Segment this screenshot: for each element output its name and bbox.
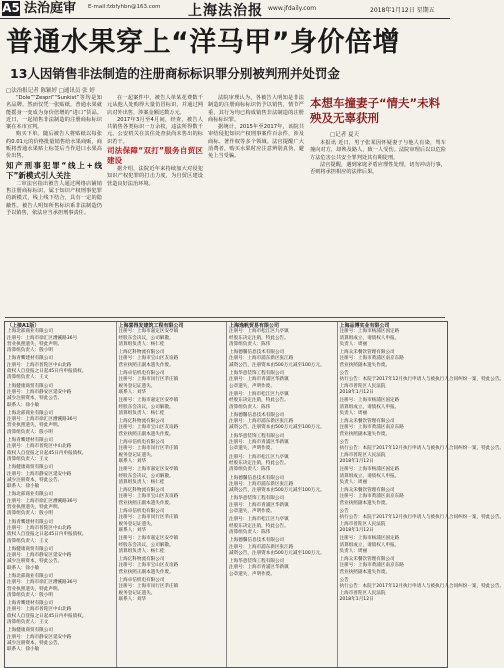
notice-item xyxy=(339,509,504,534)
notice-item xyxy=(229,538,335,557)
notice-line: 上海北部商业有限公司 xyxy=(7,329,53,335)
paragraph: 2017年3月至4月间，经查，被告人共销售各类标识一万余枚，违法所得数千元。公安机关在其住处查获尚未售出的标识若干。 xyxy=(107,116,203,145)
notice-line: 注册号：上海市宝山区友谊路 xyxy=(118,425,179,431)
notice-line: 注册号：上海市嘉定区安亭镇 xyxy=(118,467,179,473)
section-subtitle: 司法保障“双打”服务自贸区建设 xyxy=(107,146,203,166)
notice-line: 清算组成立，请债权人申报。 xyxy=(339,335,400,341)
notice-line: 营业执照遗失，特此声明。 xyxy=(7,423,63,429)
notice-item xyxy=(119,536,225,555)
notice-line: 注册号：上海市宝山区友谊路 xyxy=(118,494,179,500)
notice-line: 负责人：周丽 xyxy=(339,548,368,554)
notice-line: 清算组负责人：殷小明 xyxy=(7,348,53,354)
paragraph: 据介绍，法院近年来持续加大对侵犯知识产权犯罪的打击力度，为自贸区建设营造良好法治环境。 xyxy=(107,166,203,187)
notice-item xyxy=(7,492,114,517)
notice-line: 公章遗失，声明作废。 xyxy=(229,571,275,577)
notice-line: 上海德馨信息技术有限公司 xyxy=(229,475,285,481)
notice-line: 上海健康商贸有限公司 xyxy=(7,383,53,389)
notice-column xyxy=(5,322,116,667)
notice-line: 清算组负责人：王文 xyxy=(7,375,49,381)
notice-line: 营业执照遗失，特此声明。 xyxy=(7,341,63,347)
notice-item xyxy=(229,496,335,515)
article-column-2 xyxy=(107,95,203,313)
notice-item xyxy=(7,547,114,572)
notice-line: 注册号：上海市普陀区中山北路 xyxy=(7,525,72,531)
notice-line: 上海亿科物流有限公司 xyxy=(118,419,165,425)
notice-item xyxy=(229,455,335,474)
notice-line: 上海市普陀区人民法院 xyxy=(339,452,386,458)
notice-item xyxy=(7,601,114,626)
notice-line: 注册号：上海市杨浦区国定路 xyxy=(339,536,400,542)
side-story-title: 本想车撞妻子“情夫”未料殃及无辜获刑 xyxy=(310,96,441,125)
notice-line: 注册号：上海市闵行区莘庄镇 xyxy=(118,446,179,452)
notice-line: 经股东会决议，公司解散。 xyxy=(118,542,174,548)
notice-line: 上海健康商贸有限公司 xyxy=(7,546,53,552)
notice-item xyxy=(7,438,114,463)
notice-item xyxy=(339,371,504,396)
notice-item xyxy=(119,578,225,603)
notice-line: 清算组成立，请债权人申报。 xyxy=(339,404,400,410)
notice-line: 清算组负责人：杨仁桂 xyxy=(118,341,165,347)
notice-line: 注册号：上海市宝山区友谊路 xyxy=(118,356,179,362)
notice-line: 执行公告：本院于2017年12月执行申请人与被执行人合同纠纷一案，特此公告。 xyxy=(339,377,504,383)
paragraph: 在一起案件中，被告人单某花费数千元从他人处购得大量仿冒标识，并通过网店对外出售，涉案金额达数万元。 xyxy=(107,95,203,116)
notice-line: 联系人：徐小敏 xyxy=(7,484,40,490)
notice-line: 注册号：上海市普陀区中山北路 xyxy=(7,362,72,368)
notice-line: 营业执照副本遗失作废。 xyxy=(339,431,391,437)
notice-line: 营业执照副本遗失作废。 xyxy=(339,362,391,368)
notice-line: 上海北部商业有限公司 xyxy=(7,573,53,579)
notice-item xyxy=(340,419,446,438)
notice-line: 债权人自登报之日起45日内申报债权。 xyxy=(7,369,87,375)
notice-line: 债权人自登报之日起45日内申报债权。 xyxy=(7,532,87,538)
notice-line: 上海青鹰建材有限公司 xyxy=(7,601,53,607)
notice-item xyxy=(119,557,225,576)
notice-line: 注册号：上海市杨浦区国定路 xyxy=(339,398,400,404)
notice-line: 经股东决定注销，特此公告。 xyxy=(229,523,289,529)
notice-line: 注册号：上海市嘉定区安亭镇 xyxy=(118,329,179,335)
notice-line: 减资公告，注册资本由500万元减至100万元。 xyxy=(229,425,325,431)
notice-line: 注册号：上海市徐汇区漕溪路36号 xyxy=(7,335,78,341)
notice-line: 执行公告：本院于2017年12月执行申请人与被执行人合同纠纷一案，特此公告。 xyxy=(339,515,504,521)
notice-item xyxy=(229,329,335,348)
notice-line: 上海卓信机电有限公司 xyxy=(118,371,165,377)
notice-line: 税务登记证遗失。 xyxy=(118,521,156,527)
notice-line: 减少注册资本，特此公告。 xyxy=(7,396,63,402)
notice-line: 上海华意装饰工程有限公司 xyxy=(229,433,285,439)
notice-line: 上海众禾餐饮管理有限公司 xyxy=(339,557,395,563)
notice-item xyxy=(340,398,446,417)
notice-line: 上海德馨信息技术有限公司 xyxy=(229,350,285,356)
notice-item xyxy=(119,467,225,486)
notice-heading: （上接A1版） xyxy=(7,323,40,329)
notice-line: 经股东决定注销，特此公告。 xyxy=(229,335,289,341)
notice-line: 上海众禾餐饮管理有限公司 xyxy=(339,350,395,356)
notice-line: 注册号：上海市黄浦区南京东路 xyxy=(339,563,404,569)
notice-item xyxy=(7,628,114,653)
notice-line: 上海卓信机电有限公司 xyxy=(118,509,165,515)
notice-line: 清算组负责人：王文 xyxy=(7,538,49,544)
notice-line: 上海德馨信息技术有限公司 xyxy=(229,538,285,544)
notice-line: 联系人：徐小敏 xyxy=(7,402,40,408)
notice-line: 联系人：徐小敏 xyxy=(7,647,40,653)
notice-heading: 上海喜得发建筑工程有限公司 xyxy=(118,323,184,329)
notice-item xyxy=(229,434,335,453)
notice-line: 清算组成立，请债权人申报。 xyxy=(339,473,400,479)
notice-line: 注册号：上海市徐汇区漕溪路36号 xyxy=(7,498,78,504)
notice-line: 注册号：上海市嘉定区安亭镇 xyxy=(118,398,179,404)
notice-line: 注册号：上海市松江区九亭镇 xyxy=(229,329,289,335)
notice-line: 注册号：上海市青浦区华新镇 xyxy=(229,502,289,508)
notice-item xyxy=(340,350,446,369)
notice-line: 2018年1月12日 xyxy=(339,527,374,533)
notice-line: 注册号：上海市闵行区莘庄镇 xyxy=(118,515,179,521)
notice-line: 经股东会决议，公司解散。 xyxy=(118,473,174,479)
notice-line: 上海华意装饰工程有限公司 xyxy=(229,371,285,377)
notice-line: 注册号：上海市青浦区华新镇 xyxy=(229,440,289,446)
notice-line: 注册号：上海市浦东新区张江路 xyxy=(229,356,294,362)
notice-item xyxy=(119,488,225,507)
paragraph: 本报讯 近日，男子张某因怀疑妻子与他人有染，驾车撞向对方，却殃及路人，致一人受伤。法院审理后以以危险方法危害公共安全罪判处其有期徒刑。 xyxy=(310,140,446,161)
notice-line: 清算组负责人：殷小明 xyxy=(7,511,53,517)
paragraph: 法院审理认为，各被告人明知是非法制造的注册商标标识仍予以销售，情节严重，其行为均已构成销售非法制造的注册商标标识罪。 xyxy=(208,95,304,123)
notice-line: 注册号：上海市松江区九亭镇 xyxy=(229,517,289,523)
notice-line: 注册号：上海市闵行区莘庄镇 xyxy=(118,377,179,383)
notice-line: 注册号：上海市闵行区莘庄镇 xyxy=(118,584,179,590)
notice-line: 上海亿科物流有限公司 xyxy=(118,488,165,494)
notice-line: 负责人：周丽 xyxy=(339,410,368,416)
article-column-3 xyxy=(208,95,304,313)
paragraph: 法官提醒，遇到家庭矛盾应理性处理，切勿冲动行事，否则将承担相应的法律后果。 xyxy=(310,161,446,176)
notice-line: 清算组负责人：杨仁桂 xyxy=(118,410,165,416)
notice-line: 上海华意装饰工程有限公司 xyxy=(229,496,285,502)
notice-line: 注册号：上海市嘉定区安亭镇 xyxy=(118,536,179,542)
notice-line: 清算组负责人：殷小明 xyxy=(7,592,53,598)
main-headline: 普通水果穿上“洋马甲”身价倍增 xyxy=(6,27,400,58)
notice-line: 营业执照遗失，特此声明。 xyxy=(7,586,63,592)
notice-heading: 上海品博实业有限公司 xyxy=(339,323,390,329)
notice-item xyxy=(340,329,446,348)
notice-line: 公章遗失，声明作废。 xyxy=(229,446,275,452)
notice-line: 减少注册资本，特此公告。 xyxy=(7,640,63,646)
notice-item xyxy=(119,350,225,369)
notice-line: 经股东决定注销，特此公告。 xyxy=(229,398,289,404)
notice-line: 上海亿科物流有限公司 xyxy=(118,557,165,563)
notice-item xyxy=(229,476,335,495)
notice-line: 公告 xyxy=(339,440,349,446)
notice-line: 注册号：上海市松江区九亭镇 xyxy=(229,391,289,397)
notice-line: 公告 xyxy=(339,577,349,583)
notice-line: 税务登记证遗失。 xyxy=(118,590,156,596)
notice-line: 税务登记证遗失。 xyxy=(118,452,156,458)
notice-line: 营业执照遗失，特此声明。 xyxy=(7,505,63,511)
notice-line: 清算组负责人：王文 xyxy=(7,620,49,626)
notice-line: 上海卓信机电有限公司 xyxy=(118,440,165,446)
paragraph: “Dole”“Zespri”“Sunkist”等均是知名品牌。然而仅凭一张贴纸，普通水果就能摇身一变成为身价倍增的“进口”货品。近日，一起销售非法制造的注册商标标识案在本市宣判。 xyxy=(6,95,102,131)
notice-line: 注册号：上海市静安区延安中路 xyxy=(7,634,72,640)
notice-item xyxy=(340,536,446,555)
notice-line: 债权人自登报之日起45日内申报债权。 xyxy=(7,613,87,619)
notice-line: 上海华意装饰工程有限公司 xyxy=(229,559,285,565)
section-divider xyxy=(5,317,445,318)
notice-heading: 上海逸帆贸易有限公司 xyxy=(229,323,280,329)
notice-line: 注册号：上海市浦东新区张江路 xyxy=(229,544,294,550)
notice-item xyxy=(7,465,114,490)
notice-line: 注册号：上海市浦东新区张江路 xyxy=(229,481,294,487)
notice-line: 注册号：上海市杨浦区国定路 xyxy=(339,329,400,335)
website-link[interactable]: www.jfdaily.com xyxy=(268,5,317,12)
notice-item xyxy=(229,559,335,578)
editor-email[interactable]: E-mail:fzbfyhbn@163.com xyxy=(88,4,161,10)
notice-line: 公章遗失，声明作废。 xyxy=(229,509,275,515)
notice-column xyxy=(337,322,504,667)
notice-item xyxy=(340,557,446,576)
notice-item xyxy=(119,509,225,534)
notice-line: 上海亿科物流有限公司 xyxy=(118,350,165,356)
notice-item xyxy=(119,440,225,465)
notice-line: 注册号：上海市松江区九亭镇 xyxy=(229,454,289,460)
notice-line: 注册号：上海市普陀区中山北路 xyxy=(7,444,72,450)
notice-line: 上海卓信机电有限公司 xyxy=(118,577,165,583)
notice-line: 联系人：刘华 xyxy=(118,389,147,395)
notice-line: 营业执照正副本遗失作废。 xyxy=(118,431,174,437)
notice-line: 2018年1月12日 xyxy=(339,596,374,602)
notice-line: 2018年1月12日 xyxy=(339,389,374,395)
notice-line: 清算组负责人：陈伟 xyxy=(229,467,271,473)
notice-line: 上海健康商贸有限公司 xyxy=(7,628,53,634)
notice-line: 上海市普陀区人民法院 xyxy=(339,590,386,596)
notice-line: 经股东决定注销，特此公告。 xyxy=(229,460,289,466)
notice-line: 注册号：上海市静安区延安中路 xyxy=(7,389,72,395)
notice-item xyxy=(7,411,114,436)
notice-item xyxy=(229,350,335,369)
notice-line: 上海青鹰建材有限公司 xyxy=(7,438,53,444)
notice-line: 上海青鹰建材有限公司 xyxy=(7,356,53,362)
notice-item xyxy=(229,517,335,536)
notice-item xyxy=(229,371,335,390)
notice-item xyxy=(7,356,114,381)
notice-line: 注册号：上海市黄浦区南京东路 xyxy=(339,356,404,362)
notice-line: 减资公告，注册资本由500万元减至100万元。 xyxy=(229,550,325,556)
sub-headline: 13人因销售非法制造的注册商标标识罪分别被判刑并处罚金 xyxy=(10,66,340,81)
side-story-byline: □记者 夏天 xyxy=(330,132,359,138)
notice-item xyxy=(119,398,225,417)
notice-line: 清算组负责人：陈伟 xyxy=(229,404,271,410)
notice-item xyxy=(339,440,504,465)
notice-line: 营业执照正副本遗失作废。 xyxy=(118,500,174,506)
notice-line: 减少注册资本，特此公告。 xyxy=(7,477,63,483)
section-title: 法治庭审 xyxy=(24,1,77,16)
notice-line: 注册号：上海市黄浦区南京东路 xyxy=(339,494,404,500)
notice-item xyxy=(119,371,225,396)
paragraph: 购买下单。随后被告人将贴纸以每张约0.01元的价格批量销售给水果商贩，商贩将普通水果贴上标签后当作进口水果高价出售。 xyxy=(6,131,102,160)
notice-line: 经股东会决议，公司解散。 xyxy=(118,404,174,410)
notice-line: 注册号：上海市杨浦区国定路 xyxy=(339,467,400,473)
notice-item xyxy=(119,329,225,348)
notice-line: 注册号：上海市静安区延安中路 xyxy=(7,553,72,559)
notice-line: 注册号：上海市青浦区华新镇 xyxy=(229,565,289,571)
notice-line: 公章遗失，声明作废。 xyxy=(229,383,275,389)
notice-line: 上海市普陀区人民法院 xyxy=(339,521,386,527)
notice-line: 负责人：周丽 xyxy=(339,341,368,347)
notice-line: 公告 xyxy=(339,371,349,377)
notice-line: 联系人：徐小敏 xyxy=(7,565,40,571)
notice-line: 上海德馨信息技术有限公司 xyxy=(229,412,285,418)
notice-line: 营业执照副本遗失作废。 xyxy=(339,500,391,506)
notice-line: 税务登记证遗失。 xyxy=(118,383,156,389)
notice-line: 清算组负责人：殷小明 xyxy=(7,429,53,435)
notice-line: 上海众禾餐饮管理有限公司 xyxy=(339,488,395,494)
notice-line: 注册号：上海市普陀区中山北路 xyxy=(7,607,72,613)
notice-line: 执行公告：本院于2017年12月执行申请人与被执行人合同纠纷一案，特此公告。 xyxy=(339,584,504,590)
notice-line: 减资公告，注册资本由500万元减至100万元。 xyxy=(229,488,325,494)
notice-line: 上海北部商业有限公司 xyxy=(7,410,53,416)
notice-line: 注册号：上海市青浦区华新镇 xyxy=(229,377,289,383)
notice-item xyxy=(7,384,114,409)
page-number: A5 xyxy=(2,1,20,15)
notice-line: 负责人：周丽 xyxy=(339,479,368,485)
notice-line: 清算组负责人：杨仁桂 xyxy=(118,548,165,554)
notice-line: 联系人：刘华 xyxy=(118,527,147,533)
notice-line: 清算组负责人：王文 xyxy=(7,456,49,462)
notice-line: 上海青鹰建材有限公司 xyxy=(7,519,53,525)
notice-line: 上海市普陀区人民法院 xyxy=(339,383,386,389)
notice-line: 注册号：上海市浦东新区张江路 xyxy=(229,419,294,425)
side-story-body xyxy=(310,140,446,312)
notice-item xyxy=(339,577,504,603)
notice-item xyxy=(229,392,335,411)
notice-item xyxy=(7,574,114,599)
notice-line: 营业执照正副本遗失作废。 xyxy=(118,362,174,368)
article-column-1 xyxy=(6,95,102,313)
article-byline: □法治报记者 陈颖婷 □通讯员 张 婷 xyxy=(6,88,95,94)
notice-line: 上海众禾餐饮管理有限公司 xyxy=(339,419,395,425)
notice-line: 2018年1月12日 xyxy=(339,458,374,464)
legal-notices xyxy=(4,321,504,668)
notice-line: 清算组负责人：杨仁桂 xyxy=(118,479,165,485)
notice-column xyxy=(226,322,337,667)
notice-line: 营业执照正副本遗失作废。 xyxy=(118,569,174,575)
notice-item xyxy=(229,413,335,432)
notice-column xyxy=(116,322,227,667)
notice-line: 营业执照副本遗失作废。 xyxy=(339,569,391,575)
notice-line: 联系人：刘华 xyxy=(118,596,147,602)
notice-item xyxy=(340,467,446,486)
masthead xyxy=(0,0,450,19)
notice-line: 联系人：刘华 xyxy=(118,458,147,464)
notice-item xyxy=(7,329,114,354)
notice-line: 减少注册资本，特此公告。 xyxy=(7,559,63,565)
newspaper-logo: 上海法治报 xyxy=(188,3,263,19)
notice-item xyxy=(340,488,446,507)
notice-line: 注册号：上海市黄浦区南京东路 xyxy=(339,425,404,431)
section-subtitle: 知产刑事犯罪“线上+线下”新模式引人关注 xyxy=(6,160,102,180)
notice-line: 上海健康商贸有限公司 xyxy=(7,465,53,471)
notice-line: 上海北部商业有限公司 xyxy=(7,492,53,498)
notice-item xyxy=(7,520,114,545)
notice-line: 注册号：上海市静安区延安中路 xyxy=(7,471,72,477)
notice-line: 公告 xyxy=(339,509,349,515)
notice-line: 债权人自登报之日起45日内申报债权。 xyxy=(7,450,87,456)
notice-item xyxy=(119,419,225,438)
issue-date: 2018年1月12日 星期五 xyxy=(370,7,435,14)
notice-line: 清算组负责人：陈伟 xyxy=(229,529,271,535)
notice-line: 清算组负责人：陈伟 xyxy=(229,341,271,347)
notice-line: 减资公告，注册资本由500万元减至100万元。 xyxy=(229,362,325,368)
notice-line: 执行公告：本院于2017年12月执行申请人与被执行人合同纠纷一案，特此公告。 xyxy=(339,446,504,452)
notice-line: 注册号：上海市宝山区友谊路 xyxy=(118,563,179,569)
paragraph: 二审法官指出被告人通过网络店铺销售注册商标标识，属于知识产权刑事犯罪的新模式，线上线下结合，具有一定的隐蔽性。被告人明知所售标识系非法制造仍予以销售，依法应当承担刑事责任。 xyxy=(6,180,102,216)
notice-line: 经股东会决议，公司解散。 xyxy=(118,335,174,341)
notice-line: 注册号：上海市徐汇区漕溪路36号 xyxy=(7,580,78,586)
paragraph: 据统计，2015年至2017年，该院共审结侵犯知识产权刑事案件百余件，涉及商标、著作权等多个领域。法官提醒广大消费者，购买水果时应注意辨别真伪，避免上当受骗。 xyxy=(208,124,304,160)
notice-line: 注册号：上海市徐汇区漕溪路36号 xyxy=(7,417,78,423)
notice-line: 清算组成立，请债权人申报。 xyxy=(339,542,400,548)
